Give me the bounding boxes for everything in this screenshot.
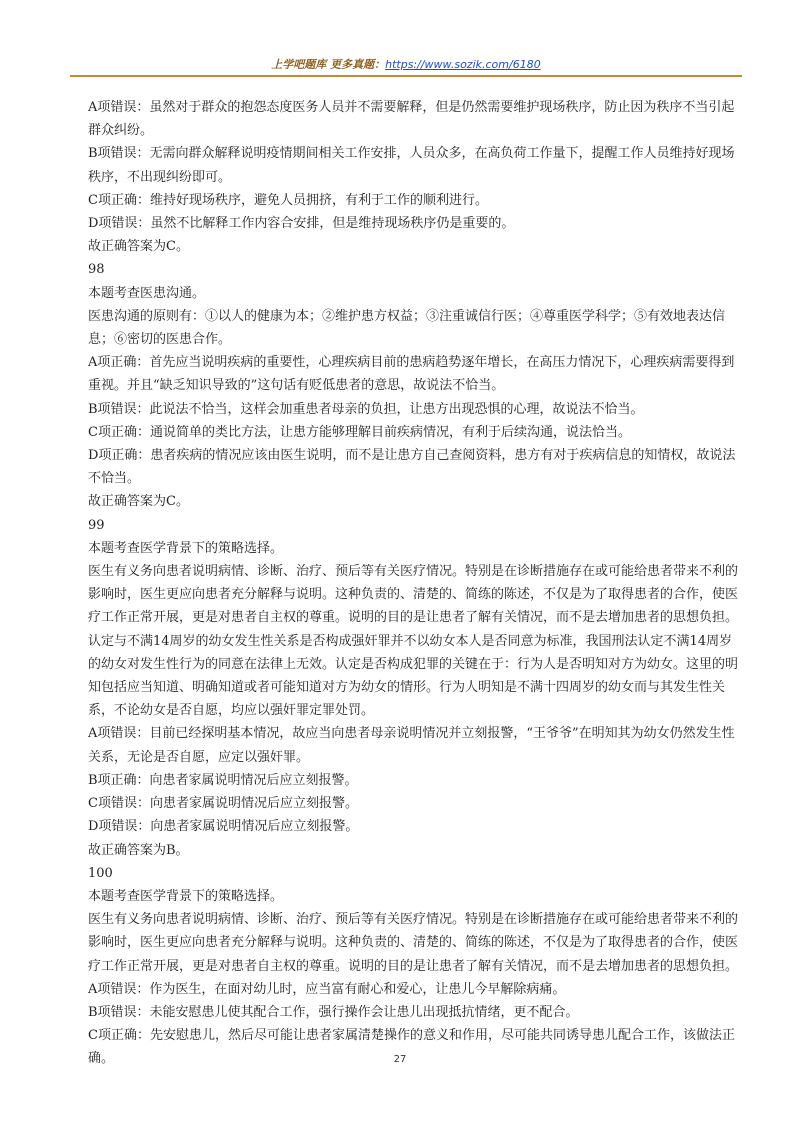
paragraph: 本题考查医学背景下的策略选择。 — [88, 888, 284, 904]
paragraph: B项错误：未能安慰患儿使其配合工作，强行操作会让患儿出现抵抗情绪，更不配合。 — [88, 1004, 579, 1020]
paragraph: 故正确答案为B。 — [88, 842, 189, 858]
paragraph: D项错误：虽然不比解释工作内容合安排，但是维持现场秩序仍是重要的。 — [88, 216, 515, 232]
paragraph: C项正确：维持好现场秩序，避免人员拥挤，有利于工作的顺利进行。 — [88, 192, 488, 208]
paragraph: C项正确：通说简单的类比方法，让患方能够理解目前疾病情况，有利于后续沟通，说法恰当。 — [88, 424, 631, 440]
paragraph: A项正确：首先应当说明疾病的重要性，心理疾病目前的患病趋势逐年增长，在高压力情况下，心理疾病需要得到重视。并且“缺乏知识导致的”这句话有贬低患者的意思，故说法不恰当。 — [88, 355, 735, 394]
header-url-link[interactable]: https://www.sozik.com/6180 — [385, 58, 541, 71]
paragraph: 故正确答案为C。 — [88, 239, 189, 255]
header-prefix: 上学吧题库 更多真题： — [271, 58, 386, 71]
paragraph: A项错误：作为医生，在面对幼儿时，应当富有耐心和爱心，让患儿今早解除病痛。 — [88, 981, 566, 997]
paragraph: D项错误：向患者家属说明情况后应立刻报警。 — [88, 819, 359, 835]
paragraph: 本题考查医学背景下的策略选择。 — [88, 540, 284, 556]
paragraph: B项正确：向患者家属说明情况后应立刻报警。 — [88, 772, 358, 788]
page-number: 27 — [393, 1054, 407, 1065]
question-number: 99 — [88, 517, 105, 533]
paragraph: B项错误：此说法不恰当，这样会加重患者母亲的负担，让患方出现恐惧的心理，故说法不恰当。 — [88, 401, 644, 417]
paragraph: B项错误：无需向群众解释说明疫情期间相关工作安排，人员众多，在高负荷工作量下，提醒工作人员维持好现场秩序，不出现纠纷即可。 — [88, 146, 735, 185]
question-number: 100 — [88, 865, 113, 881]
paragraph: D项正确：患者疾病的情况应该由医生说明，而不是让患方自己查阅资料，患方有对于疾病信息的知情权，故说法不恰当。 — [88, 448, 736, 487]
paragraph: 故正确答案为C。 — [88, 494, 189, 510]
paragraph: 认定与不满14周岁的幼女发生性关系是否构成强奸罪并不以幼女本人是否同意为标准，我国刑法认定不满14周岁的幼女对发生性行为的同意在法律上无效。认定是否构成犯罪的关键在于：行为人是否明知对方为幼女。这里的明知包括应当知道、明确知道或者可能知道对方为幼女的情形。行为人明知是不满十四周岁的幼女而与其发生性关系，不论幼女是否自愿，均应以强奸罪定罪处罚。 — [88, 633, 739, 719]
question-number: 98 — [88, 262, 105, 278]
paragraph: C项正确：先安慰患儿，然后尽可能让患者家属清楚操作的意义和作用，尽可能共同诱导患儿配合工作，该做法正确。 — [88, 1028, 735, 1067]
paragraph: 医生有义务向患者说明病情、诊断、治疗、预后等有关医疗情况。特别是在诊断措施存在或可能给患者带来不利的影响时，医生更应向患者充分解释与说明。这种负责的、清楚的、简练的陈述，不仅是为了取得患者的合作，使医疗工作正常开展，更是对患者自主权的尊重。说明的目的是让患者了解有关情况，而不是去增加患者的思想负担。 — [88, 564, 739, 626]
paragraph: 本题考查医患沟通。 — [88, 285, 206, 301]
paragraph: 医生有义务向患者说明病情、诊断、治疗、预后等有关医疗情况。特别是在诊断措施存在或可能给患者带来不利的影响时，医生更应向患者充分解释与说明。这种负责的、清楚的、简练的陈述，不仅是为了取得患者的合作，使医疗工作正常开展，更是对患者自主权的尊重。说明的目的是让患者了解有关情况，而不是去增加患者的思想负担。 — [88, 912, 739, 974]
paragraph: A项错误：目前已经探明基本情况，故应当向患者母亲说明情况并立刻报警，“王爷爷”在明知其为幼女仍然发生性关系，无论是否自愿，应定以强奸罪。 — [88, 726, 735, 765]
paragraph: 医患沟通的原则有：①以人的健康为本；②维护患方权益；③注重诚信行医；④尊重医学科学；⑤有效地表达信息；⑥密切的医患合作。 — [88, 308, 726, 348]
document-body — [88, 96, 740, 1071]
header-divider — [70, 75, 742, 77]
paragraph: C项错误：向患者家属说明情况后应立刻报警。 — [88, 796, 358, 812]
page-header — [70, 56, 742, 72]
paragraph: A项错误：虽然对于群众的抱怨态度医务人员并不需要解释，但是仍然需要维护现场秩序，防止因为秩序不当引起群众纠纷。 — [88, 100, 735, 139]
